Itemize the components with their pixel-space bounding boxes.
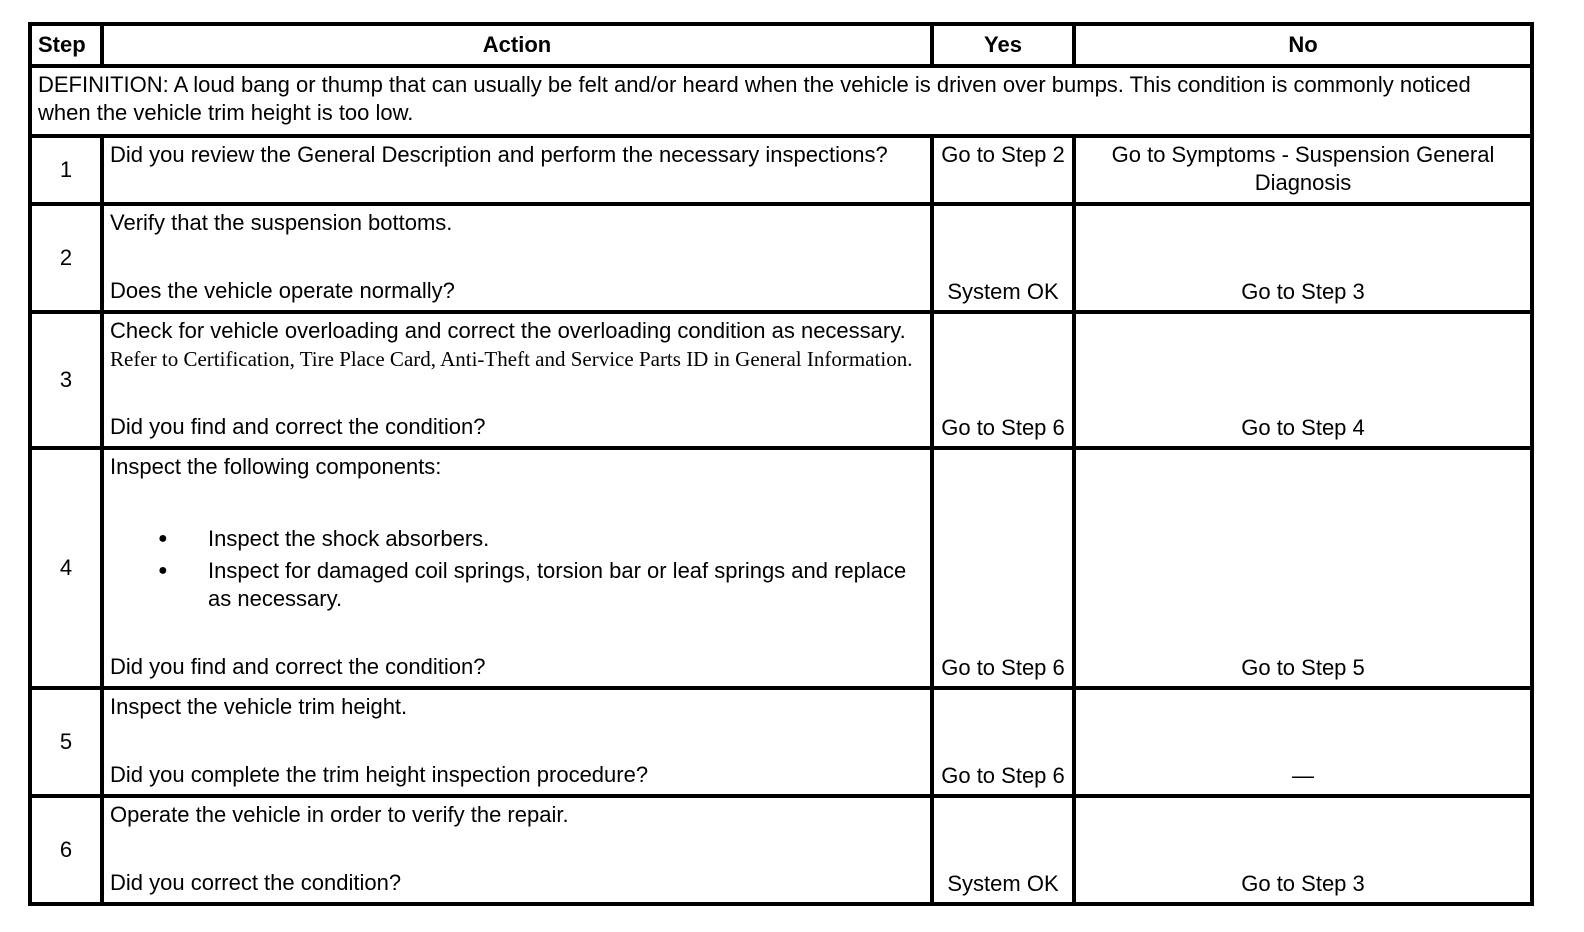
step-number: 4 — [30, 448, 102, 688]
yes-cell: Go to Step 2 — [932, 136, 1074, 204]
no-cell: Go to Symptoms - Suspension General Diagnosis — [1074, 136, 1532, 204]
action-instruction-group — [110, 317, 924, 373]
action-question: Does the vehicle operate normally? — [110, 278, 455, 303]
yes-cell: Go to Step 6 — [932, 688, 1074, 796]
header-action: Action — [102, 24, 932, 66]
action-question: Did you find and correct the condition? — [110, 654, 486, 679]
table-row — [30, 796, 1532, 904]
step-number: 3 — [30, 312, 102, 448]
step-number: 5 — [30, 688, 102, 796]
header-yes: Yes — [932, 24, 1074, 66]
table-row — [30, 136, 1532, 204]
step-number: 6 — [30, 796, 102, 904]
action-question: Did you correct the condition? — [110, 870, 402, 895]
action-instruction: Operate the vehicle in order to verify the repair. — [110, 802, 569, 827]
yes-cell: System OK — [932, 204, 1074, 312]
action-cell — [102, 688, 932, 796]
header-no: No — [1074, 24, 1532, 66]
action-cell — [102, 312, 932, 448]
action-question: Did you complete the trim height inspection procedure? — [110, 762, 649, 787]
action-cell — [102, 448, 932, 688]
action-instruction: Inspect the following components: — [110, 454, 442, 479]
action-cell — [102, 136, 932, 204]
yes-cell: Go to Step 6 — [932, 448, 1074, 688]
yes-cell: Go to Step 6 — [932, 312, 1074, 448]
reference-note: Refer to Certification, Tire Place Card, Anti-Theft and Service Parts ID in General Information. — [110, 347, 913, 371]
action-cell — [102, 204, 932, 312]
action-instruction: Verify that the suspension bottoms. — [110, 210, 453, 235]
list-item: ● Inspect for damaged coil springs, torsion bar or leaf springs and replace as necessary. — [110, 557, 924, 613]
action-question: Did you review the General Description and perform the necessary inspections? — [110, 142, 888, 167]
step-number: 2 — [30, 204, 102, 312]
action-instruction: Inspect the vehicle trim height. — [110, 694, 408, 719]
action-cell — [102, 796, 932, 904]
no-cell: Go to Step 3 — [1074, 796, 1532, 904]
no-cell: Go to Step 5 — [1074, 448, 1532, 688]
diagnostic-table-container — [28, 22, 1530, 906]
table-row — [30, 204, 1532, 312]
component-list — [110, 521, 924, 617]
step-number: 1 — [30, 136, 102, 204]
header-row — [30, 24, 1532, 66]
table-row — [30, 688, 1532, 796]
no-cell: Go to Step 4 — [1074, 312, 1532, 448]
table-row — [30, 312, 1532, 448]
definition-row — [30, 66, 1532, 136]
definition-text: DEFINITION: A loud bang or thump that can usually be felt and/or heard when the vehicle is driven over bumps. This condition is commonly noticed when the vehicle trim height is too low. — [30, 66, 1532, 136]
table-row — [30, 448, 1532, 688]
no-cell: — — [1074, 688, 1532, 796]
action-instruction: Check for vehicle overloading and correct the overloading condition as necessary. — [110, 318, 906, 343]
diagnostic-table — [28, 22, 1534, 906]
list-item: ● Inspect the shock absorbers. — [110, 525, 924, 553]
action-question: Did you find and correct the condition? — [110, 414, 486, 439]
yes-cell: System OK — [932, 796, 1074, 904]
header-step: Step — [30, 24, 102, 66]
no-cell: Go to Step 3 — [1074, 204, 1532, 312]
